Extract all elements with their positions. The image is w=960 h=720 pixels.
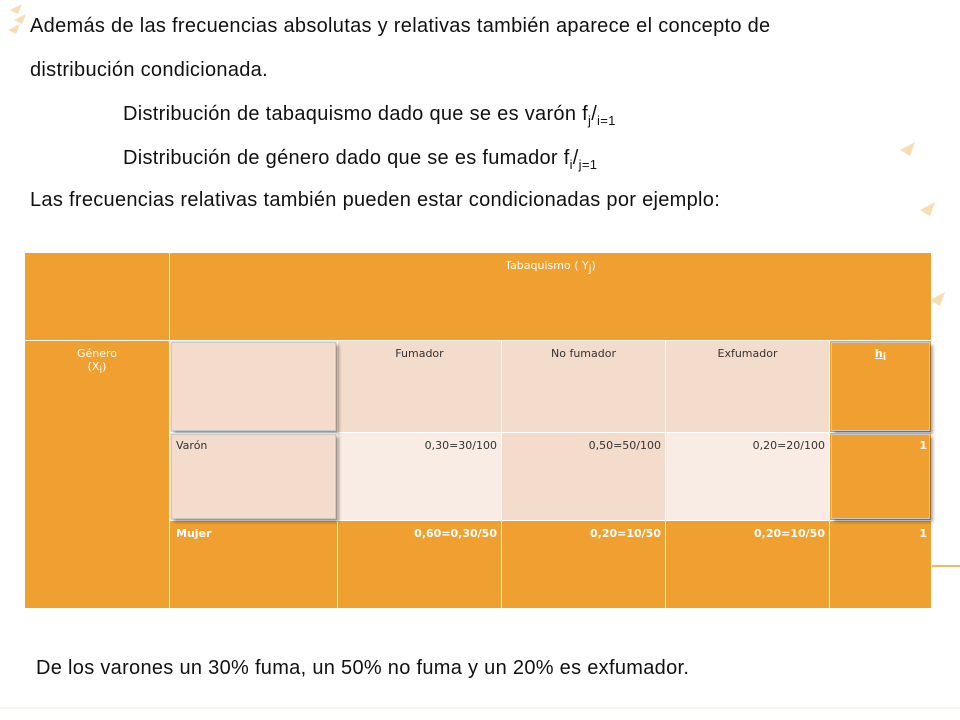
conditional-item-2-text: Distribución de género dado que se es fumador f — [123, 147, 570, 169]
conclusion-text: De los varones un 30% fuma, un 50% no fuma y un 20% es exfumador. — [36, 657, 690, 679]
conditional-item-1-sub2: i=1 — [597, 113, 616, 128]
genero-header-text: Género — [76, 347, 118, 360]
conditional-item-1-text: Distribución de tabaquismo dado que se es varón f — [123, 103, 588, 125]
cell-mujer-total: 1 — [830, 521, 932, 609]
cell-varon-total: 1 — [830, 433, 932, 521]
conditional-item-1-slash: / — [591, 103, 598, 125]
cell-mujer-no-fumador: 0,20=10/50 — [502, 521, 666, 609]
tabaquismo-header-sub: j — [588, 264, 592, 275]
conditional-item-2-sub2: j=1 — [578, 157, 598, 172]
col-header-no-fumador: No fumador — [502, 341, 666, 433]
col-header-hi-h: h — [874, 347, 883, 360]
conditional-item-1-sub1: j — [587, 113, 592, 128]
col-header-hi — [830, 341, 932, 433]
tabaquismo-header — [170, 253, 932, 341]
tabaquismo-header-close: ) — [591, 259, 596, 272]
conditional-frequency-table — [24, 252, 932, 609]
row-label-mujer: Mujer — [170, 521, 338, 609]
cell-varon-exfumador: 0,20=20/100 — [666, 433, 830, 521]
intro-line-3: Las frecuencias relativas también pueden estar condicionadas por ejemplo: — [30, 189, 721, 211]
genero-header-sub: i — [99, 365, 103, 376]
genero-header-close: ) — [102, 360, 107, 373]
tabaquismo-header-text: Tabaquismo ( Y — [505, 259, 589, 272]
genero-header — [25, 341, 170, 609]
conditional-item-2-slash: / — [572, 147, 579, 169]
row-label-varon: Varón — [170, 433, 338, 521]
col-header-hi-sub: i — [882, 352, 887, 363]
col-header-exfumador: Exfumador — [666, 341, 830, 433]
table-corner-cell — [25, 253, 170, 341]
cell-varon-fumador: 0,30=30/100 — [338, 433, 502, 521]
intro-line-1: Además de las frecuencias absolutas y relativas también aparece el concepto de — [30, 15, 771, 37]
cell-varon-no-fumador: 0,50=50/100 — [502, 433, 666, 521]
cell-mujer-exfumador: 0,20=10/50 — [666, 521, 830, 609]
subheader-blank-cell — [170, 341, 338, 433]
genero-header-subtext: (X — [87, 360, 100, 373]
cell-mujer-fumador: 0,60=0,30/50 — [338, 521, 502, 609]
conditional-item-2-sub1: i — [569, 157, 573, 172]
intro-line-2: distribución condicionada. — [30, 59, 268, 81]
col-header-fumador: Fumador — [338, 341, 502, 433]
